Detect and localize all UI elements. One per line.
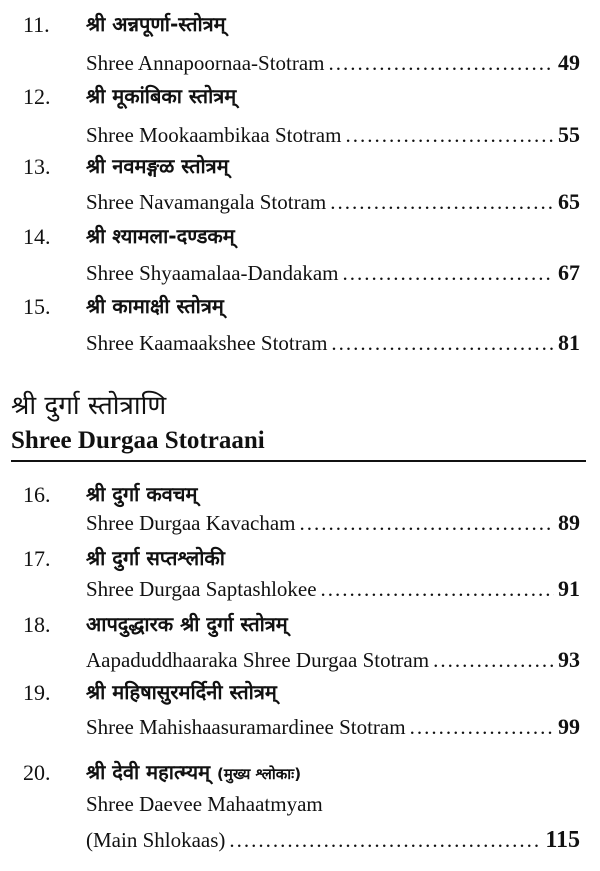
entry-page-number: 55 bbox=[558, 122, 580, 147]
entry-english-subtitle: (Main Shlokaas) bbox=[86, 828, 226, 852]
section-title-english: Shree Durgaa Stotraani bbox=[11, 427, 265, 454]
section-title-sanskrit: श्री दुर्गा स्तोत्राणि bbox=[11, 391, 167, 421]
entry-sanskrit-main: श्री देवी महात्म्यम् bbox=[86, 760, 211, 784]
section-divider bbox=[11, 460, 586, 462]
entry-number: 14. bbox=[23, 224, 51, 249]
entry-english-title: Shree Durgaa Saptashlokee bbox=[86, 577, 317, 601]
entry-page-number: 89 bbox=[558, 510, 580, 535]
entry-line bbox=[86, 330, 580, 356]
dot-leader bbox=[433, 648, 554, 673]
dot-leader bbox=[330, 190, 554, 215]
dot-leader bbox=[229, 828, 541, 853]
dot-leader bbox=[345, 123, 554, 148]
entry-number: 12. bbox=[23, 84, 51, 109]
entry-line bbox=[86, 827, 580, 854]
entry-english-title: Shree Kaamaakshee Stotram bbox=[86, 331, 328, 355]
entry-line bbox=[86, 122, 580, 148]
entry-page-number: 115 bbox=[545, 827, 580, 853]
entry-sanskrit-title: आपदुद्धारक श्री दुर्गा स्तोत्रम् bbox=[86, 612, 288, 636]
entry-english-title: Shree Durgaa Kavacham bbox=[86, 511, 296, 535]
entry-number: 15. bbox=[23, 294, 51, 319]
entry-page-number: 99 bbox=[558, 714, 580, 739]
entry-number: 18. bbox=[23, 612, 51, 637]
entry-english-title: Shree Annapoornaa-Stotram bbox=[86, 51, 325, 75]
entry-line bbox=[86, 714, 580, 740]
entry-sanskrit-title bbox=[86, 758, 301, 785]
dot-leader bbox=[342, 261, 554, 286]
dot-leader bbox=[329, 51, 554, 76]
entry-line bbox=[86, 260, 580, 286]
entry-number: 13. bbox=[23, 154, 51, 179]
entry-sanskrit-title: श्री दुर्गा कवचम् bbox=[86, 482, 198, 506]
entry-line bbox=[86, 576, 580, 602]
entry-sanskrit-title: श्री महिषासुरमर्दिनी स्तोत्रम् bbox=[86, 680, 277, 704]
entry-sanskrit-note: (मुख्य श्लोकाः) bbox=[217, 765, 302, 783]
dot-leader bbox=[300, 511, 554, 536]
entry-sanskrit-title: श्री दुर्गा सप्तश्लोकी bbox=[86, 546, 225, 570]
entry-page-number: 91 bbox=[558, 576, 580, 601]
dot-leader bbox=[410, 715, 554, 740]
entry-page-number: 65 bbox=[558, 189, 580, 214]
entry-sanskrit-title: श्री मूकांबिका स्तोत्रम् bbox=[86, 84, 237, 108]
entry-english-title: Aapaduddhaaraka Shree Durgaa Stotram bbox=[86, 648, 430, 672]
entry-sanskrit-title: श्री नवमङ्गळ स्तोत्रम् bbox=[86, 154, 229, 178]
entry-line bbox=[86, 510, 580, 536]
entry-sanskrit-title: श्री अन्नपूर्णा-स्तोत्रम् bbox=[86, 12, 226, 36]
entry-english-title: Shree Mookaambikaa Stotram bbox=[86, 123, 342, 147]
entry-page-number: 49 bbox=[558, 50, 580, 75]
entry-page-number: 93 bbox=[558, 647, 580, 672]
entry-number: 19. bbox=[23, 680, 51, 705]
entry-page-number: 81 bbox=[558, 330, 580, 355]
entry-sanskrit-title: श्री श्यामला-दण्डकम् bbox=[86, 224, 235, 248]
dot-leader bbox=[321, 577, 554, 602]
entry-number: 16. bbox=[23, 482, 51, 507]
entry-number: 20. bbox=[23, 760, 51, 785]
entry-number: 17. bbox=[23, 546, 51, 571]
entry-english-title: Shree Navamangala Stotram bbox=[86, 190, 327, 214]
entry-english-title: Shree Daevee Mahaatmyam bbox=[86, 792, 323, 816]
entry-line bbox=[86, 647, 580, 673]
entry-english-title: Shree Mahishaasuramardinee Stotram bbox=[86, 715, 406, 739]
entry-english-title: Shree Shyaamalaa-Dandakam bbox=[86, 261, 339, 285]
entry-page-number: 67 bbox=[558, 260, 580, 285]
entry-sanskrit-title: श्री कामाक्षी स्तोत्रम् bbox=[86, 294, 224, 318]
dot-leader bbox=[331, 331, 554, 356]
entry-number: 11. bbox=[23, 12, 50, 37]
entry-line bbox=[86, 50, 580, 76]
entry-line bbox=[86, 189, 580, 215]
